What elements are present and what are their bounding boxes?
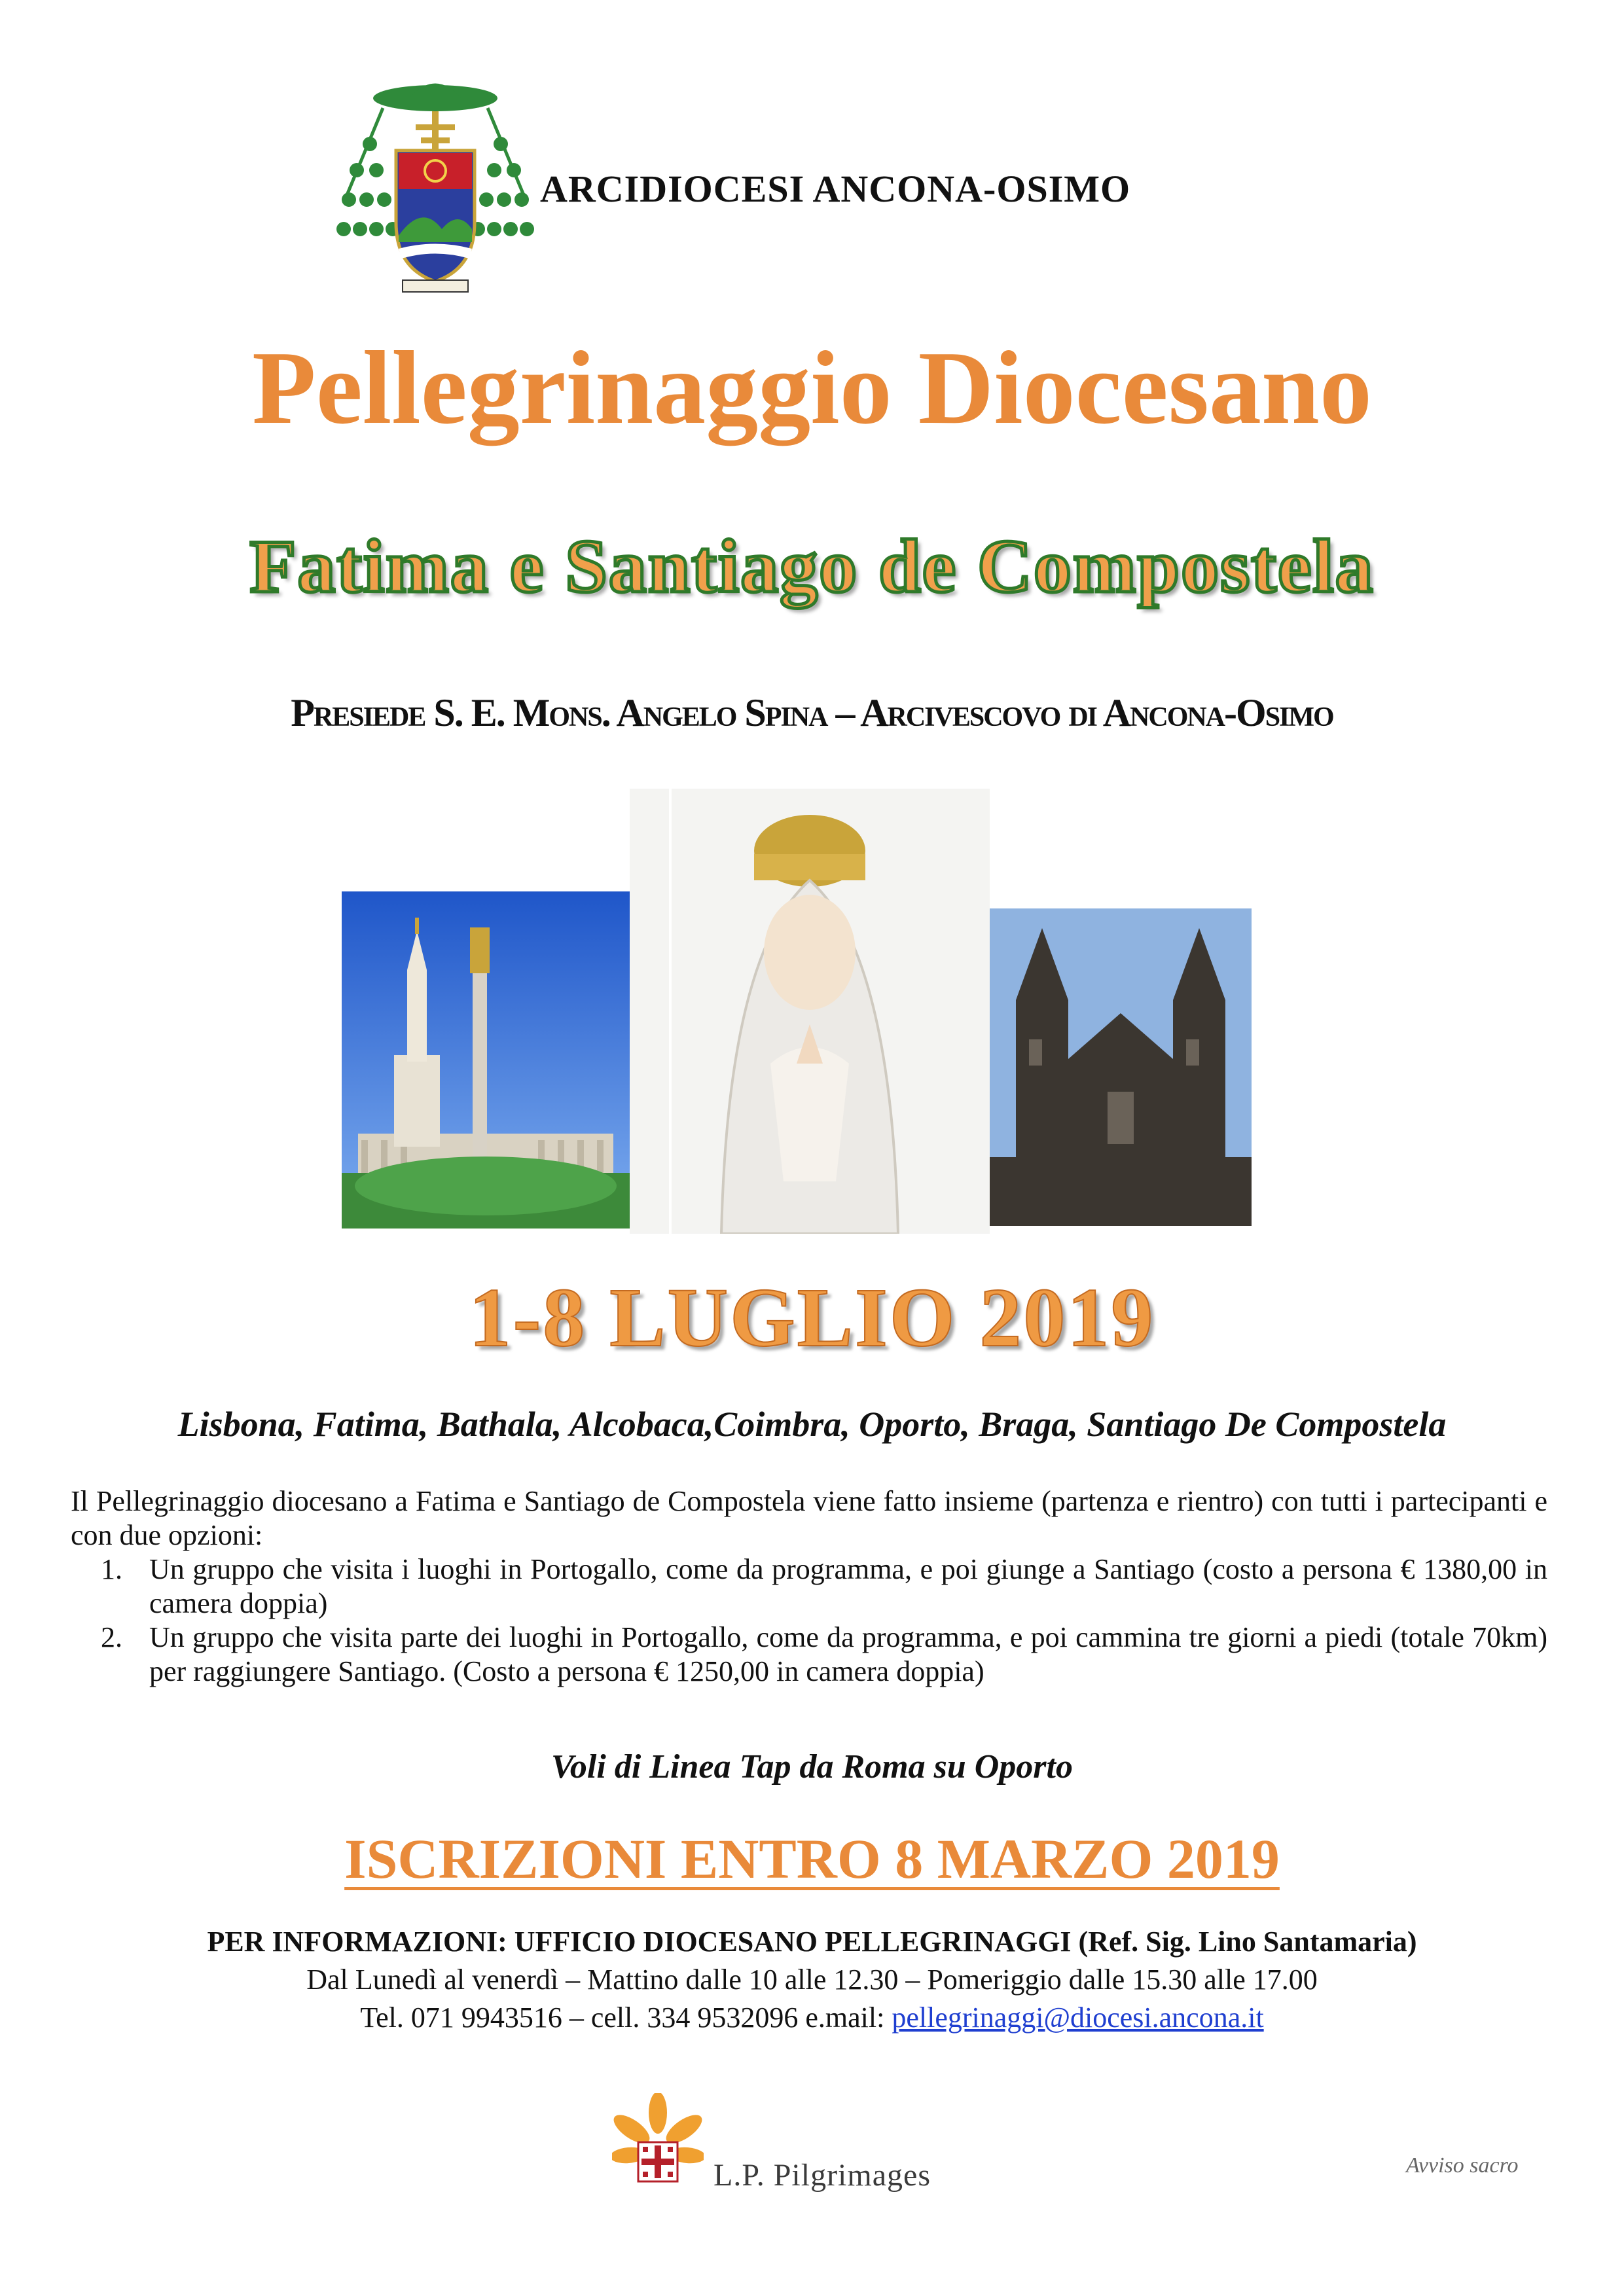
santiago-cathedral-photo bbox=[990, 908, 1252, 1226]
presiding-line: Presiede S. E. Mons. Angelo Spina – Arcivescovo di Ancona-Osimo bbox=[291, 691, 1333, 734]
fatima-sanctuary-photo bbox=[342, 891, 630, 1229]
diocese-name: ARCIDIOCESI ANCONA-OSIMO bbox=[540, 168, 1131, 210]
info-phones: Tel. 071 9943516 – cell. 334 9532096 e.mail: pellegrinaggi@diocesi.ancona.it bbox=[360, 2001, 1264, 2034]
coat-of-arms-icon bbox=[331, 72, 540, 308]
info-hours: Dal Lunedì al venerdì – Mattino dalle 10 alle 12.30 – Pomeriggio dalle 15.30 alle 17.00 bbox=[306, 1964, 1318, 1996]
itinerary-places: Lisbona, Fatima, Bathala, Alcobaca,Coimbra, Oporto, Braga, Santiago De Compostela bbox=[177, 1405, 1447, 1444]
event-dates: 1-8 LUGLIO 2019 bbox=[469, 1271, 1155, 1364]
option-item-2: 2. Un gruppo che visita parte dei luoghi in Portogallo, come da programma, e poi cammina tre giorni a piedi (totale 70km) per raggiungere Santiago. (Costo a persona € 1250,00 in camera doppia) bbox=[130, 1621, 1547, 1689]
flights-note: Voli di Linea Tap da Roma su Oporto bbox=[551, 1748, 1073, 1785]
option-item-1: 1. Un gruppo che visita i luoghi in Portogallo, come da programma, e poi giunge a Santiago (costo a persona € 1380,00 in camera doppia) bbox=[130, 1552, 1547, 1621]
registration-deadline: ISCRIZIONI ENTRO 8 MARZO 2019 bbox=[344, 1827, 1280, 1890]
options-list bbox=[71, 1552, 1547, 1689]
subtitle: Fatima e Santiago de Compostela bbox=[249, 525, 1375, 609]
description bbox=[71, 1484, 1547, 1689]
brand-name: L.P. Pilgrimages bbox=[713, 2158, 931, 2193]
footer-note: Avviso sacro bbox=[1406, 2153, 1519, 2178]
sunflower-jerusalem-cross-icon bbox=[612, 2093, 704, 2191]
page-title: Pellegrinaggio Diocesano bbox=[252, 329, 1372, 446]
info-office: PER INFORMAZIONI: UFFICIO DIOCESANO PELLEGRINAGGI (Ref. Sig. Lino Santamaria) bbox=[207, 1926, 1417, 1958]
our-lady-of-fatima-photo bbox=[630, 789, 990, 1234]
intro-paragraph: Il Pellegrinaggio diocesano a Fatima e Santiago de Compostela viene fatto insieme (partenza e rientro) con tutti i partecipanti e con due opzioni: bbox=[71, 1485, 1547, 1551]
contact-info bbox=[0, 1923, 1624, 2037]
email-link[interactable]: pellegrinaggi@diocesi.ancona.it bbox=[892, 2001, 1264, 2034]
